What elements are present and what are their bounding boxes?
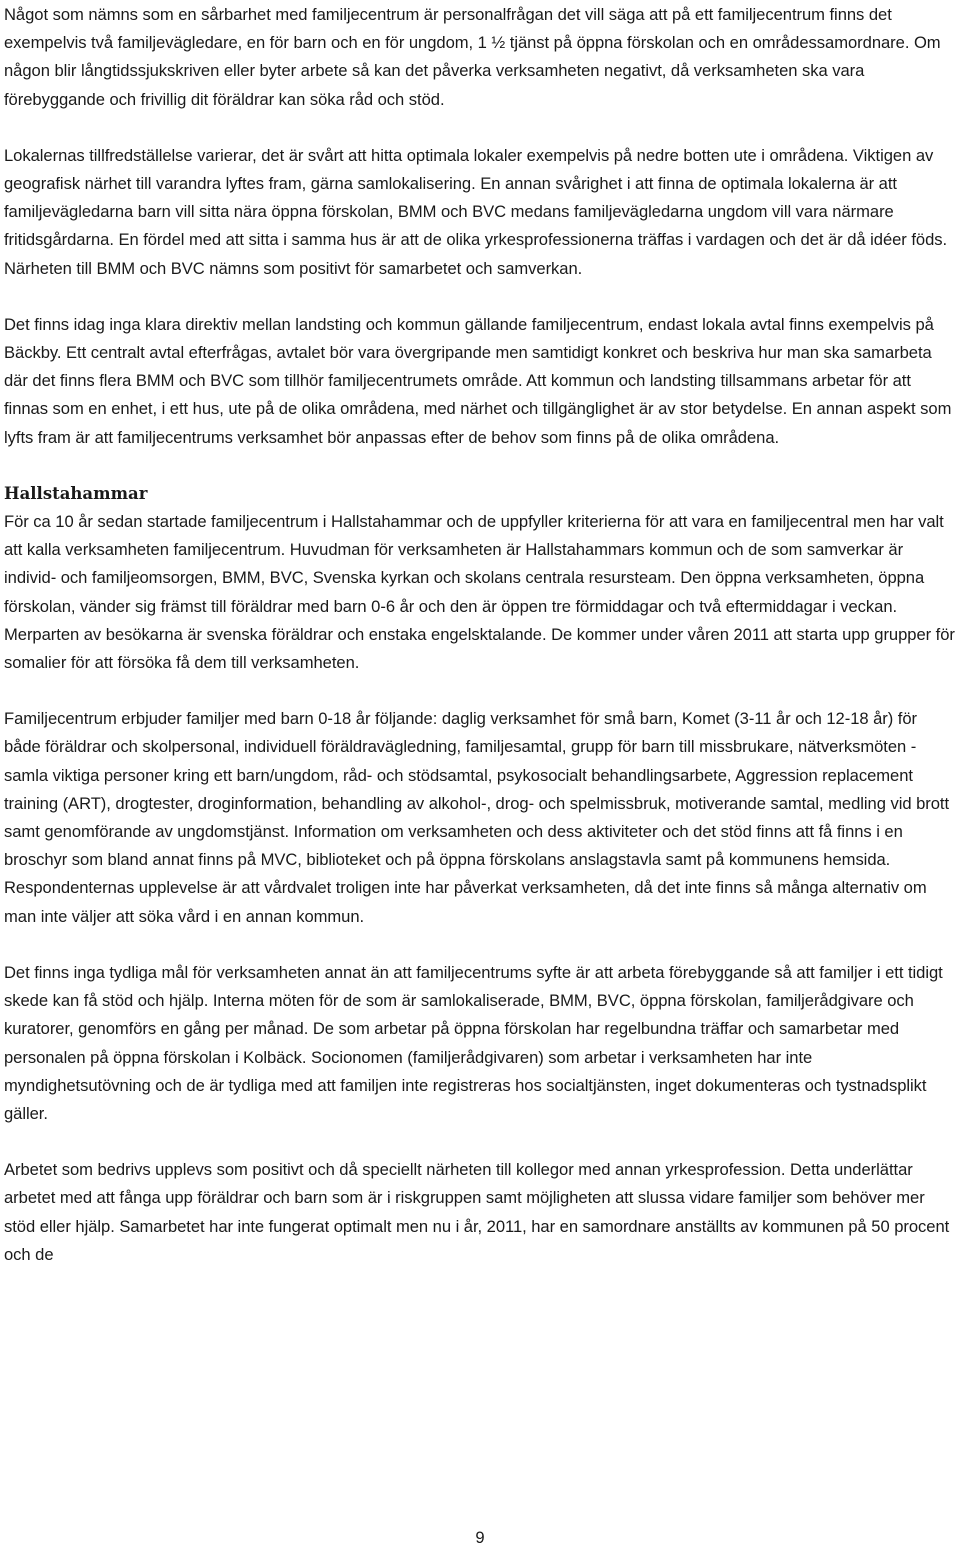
paragraph-gap: [4, 114, 958, 142]
paragraph-gap: [4, 677, 958, 705]
paragraph-collaboration: Arbetet som bedrivs upplevs som positivt och då speciellt närheten till kollegor med annan yrkesprofession. Detta underlättar arbetet med att fånga upp föräldrar och barn som är i riskgruppen samt möjligheten att slussa vidare familjer som behöver mer stöd eller hjälp. Samarbetet har inte fungerat optimalt men nu i år, 2011, har en samordnare anställts av kommunen på 50 procent och de: [4, 1160, 950, 1264]
paragraph-hallstahammar-intro: För ca 10 år sedan startade familjecentrum i Hallstahammar och de uppfyller kriterierna för att vara en familjecentral men har valt att kalla verksamheten familjecentrum. Huvudman för verksamheten är Hallstahammars kommun och de som samverkar är individ- och familjeomsorgen, BMM, BVC, Svenska kyrkan och skolans centrala resursteam. Den öppna verksamheten, öppna förskolan, vänder sig främst till föräldrar med barn 0-6 år och den är öppen tre förmiddagar och två eftermiddagar i veckan. Merparten av besökarna är svenska föräldrar och enstaka engelsktalande. De kommer under våren 2011 att starta upp grupper för somalier för att försöka få dem till verksamheten.: [4, 512, 955, 673]
paragraph-personnel-vulnerability: Något som nämns som en sårbarhet med familjecentrum är personalfrågan det vill säga att på ett familjecentrum finns det exempelvis två familjevägledare, en för barn och en för ungdom, 1 ½ tjänst på öppna förskolan och en områdessamordnare. Om någon blir långtidssjukskriven eller byter arbete så kan det påverka verksamheten negativt, då verksamheten ska vara förebyggande och frivillig dit föräldrar kan söka råd och stöd.: [4, 5, 941, 109]
page-number: 9: [475, 1528, 485, 1547]
section-heading: Hallstahammar: [4, 483, 148, 503]
paragraph-services: Familjecentrum erbjuder familjer med barn 0-18 år följande: daglig verksamhet för små barn, Komet (3-11 år och 12-18 år) för både föräldrar och skolpersonal, individuell föräldravägledning, familjesamtal, grupp för barn till missbrukare, nätverksmöten - samla viktiga personer kring ett barn/ungdom, råd- och stödsamtal, psykosocialt behandlingsarbete, Aggression replacement training (ART), drogtester, droginformation, behandling av alkohol-, drog- och spelmissbruk, motiverande samtal, medling vid brott samt genomförande av ungdomstjänst. Information om verksamheten och dess aktiviteter och det stöd finns att få finns i en broschyr som bland annat finns på MVC, biblioteket och på öppna förskolans anslagstavla samt på kommunens hemsida. Respondenternas upplevelse är att vårdvalet troligen inte har påverkat verksamheten, då det inte finns så många alternativ om man inte väljer att söka vård i en annan kommun.: [4, 709, 950, 926]
paragraph-directives: Det finns idag inga klara direktiv mellan landsting och kommun gällande familjecentrum, endast lokala avtal finns exempelvis på Bäckby. Ett centralt avtal efterfrågas, avtalet bör vara övergripande men samtidigt konkret och beskriva hur man ska samarbeta där det finns flera BMM och BVC som tillhör familjecentrumets område. Att kommun och landsting tillsammans arbetar för att finnas som en enhet, i ett hus, ute på de olika områdena, med närhet och tillgänglighet är av stor betydelse. En annan aspekt som lyfts fram är att familjecentrums verksamhet bör anpassas efter de behov som finns på de olika områdena.: [4, 314, 952, 447]
paragraph-gap: [4, 931, 958, 959]
paragraph-gap: [4, 452, 958, 480]
paragraph-gap: [4, 283, 958, 311]
paragraph-goals: Det finns inga tydliga mål för verksamheten annat än att familjecentrums syfte är att arbeta förebyggande så att familjer i ett tidigt skede kan få stöd och hjälp. Interna möten för de som är samlokaliserade, BMM, BVC, öppna förskolan, familjerådgivare och kuratorer, genomförs en gång per månad. De som arbetar på öppna förskolan har regelbundna träffar och samarbetar med personalen på öppna förskolan i Kolbäck. Socionomen (familjerådgivaren) som arbetar i verksamheten har inte myndighetsutövning och de är tydliga med att familjen inte registreras hos socialtjänsten, inget dokumenteras och tystnadsplikt gäller.: [4, 962, 943, 1123]
paragraph-gap: [4, 1128, 958, 1156]
paragraph-premises: Lokalernas tillfredställelse varierar, det är svårt att hitta optimala lokaler exempelvis på nedre botten ute i områdena. Viktigen av geografisk närhet till varandra lyftes fram, gärna samlokalisering. En annan svårighet i att finna de optimala lokalerna är att familjevägledarna barn vill sitta nära öppna förskolan, BMM och BVC medans familjevägledarna ungdom vill vara närmare fritidsgårdarna. En fördel med att sitta i samma hus är att de olika yrkesprofessionerna träffas i vardagen och det är då idéer föds. Närheten till BMM och BVC nämns som positivt för samarbetet och samverkan.: [4, 145, 948, 278]
